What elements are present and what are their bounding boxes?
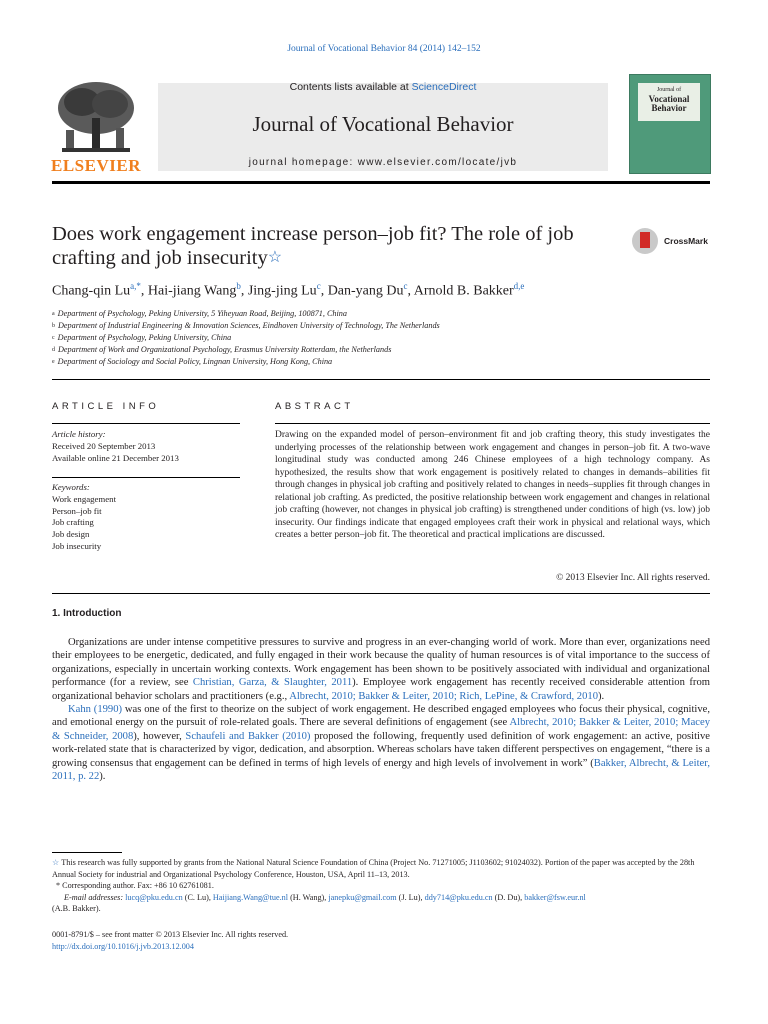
journal-cover-thumbnail bbox=[629, 74, 711, 174]
affiliation-label: d bbox=[52, 347, 55, 353]
affiliation-text: Department of Sociology and Social Policy, Lingnan University, Hong Kong, China bbox=[57, 357, 333, 366]
email-owner: (D. Du), bbox=[492, 892, 525, 902]
affiliation-label: e bbox=[52, 359, 55, 365]
email-owner: (C. Lu), bbox=[182, 892, 213, 902]
keywords-rule bbox=[52, 477, 240, 478]
author-affil-sup[interactable]: c bbox=[316, 281, 321, 291]
keyword: Job crafting bbox=[52, 517, 94, 528]
cover-title-panel bbox=[638, 83, 700, 121]
cover-line-2: Vocational bbox=[648, 94, 690, 104]
email-link[interactable]: lucq@pku.edu.cn bbox=[125, 892, 183, 902]
article-title-text: Does work engagement increase person–job fit? The role of job crafting and job insecurity bbox=[52, 223, 574, 269]
abstract-copyright: © 2013 Elsevier Inc. All rights reserved. bbox=[556, 573, 710, 583]
issn-line: 0001-8791/$ – see front matter © 2013 Elsevier Inc. All rights reserved. bbox=[52, 930, 289, 939]
homepage-url[interactable]: www.elsevier.com/locate/jvb bbox=[357, 157, 518, 168]
author-affil-sup[interactable]: c bbox=[403, 281, 408, 291]
affiliation-item bbox=[52, 320, 712, 332]
journal-title: Journal of Vocational Behavior bbox=[252, 112, 514, 136]
email-owner-last: (A.B. Bakker). bbox=[52, 904, 101, 914]
funding-text: This research was fully supported by grants from the National Natural Science Foundation of China (Project No. 71271005; J1103602; 91024032). Portion of the paper was accepted by the 28th Annual Society for industrial and Organizational Psychology Conference, Houston, USA, April 11–13, 2013. bbox=[52, 858, 695, 879]
contents-prefix: Contents lists available at bbox=[289, 81, 412, 93]
text-run: ). bbox=[99, 771, 106, 783]
author-affil-sup[interactable]: b bbox=[236, 281, 241, 291]
footnote-rule bbox=[52, 852, 122, 853]
citation-link[interactable]: Albrecht, 2010; Bakker & Leiter, 2010; Rich, LePine, & Crawford, 2010 bbox=[289, 690, 598, 702]
email-label: E-mail addresses: bbox=[64, 892, 126, 902]
abstract-rule bbox=[275, 423, 710, 424]
article-history bbox=[52, 429, 240, 464]
footnotes bbox=[52, 857, 710, 915]
affiliation-text: Department of Work and Organizational Psychology, Erasmus University Rotterdam, the Netherlands bbox=[58, 345, 392, 354]
keyword: Job insecurity bbox=[52, 540, 102, 551]
citation-link[interactable]: Bakker, Albrecht, & Leiter, 2011, p. 22 bbox=[52, 757, 710, 783]
email-link[interactable]: ddy714@pku.edu.cn bbox=[424, 892, 493, 902]
title-footnote-star[interactable]: ☆ bbox=[267, 249, 283, 266]
received-date: Received 20 September 2013 bbox=[52, 440, 156, 451]
abstract-heading: ABSTRACT bbox=[275, 401, 354, 412]
email-link[interactable]: Haijiang.Wang@tue.nl bbox=[212, 892, 289, 902]
author-separator: , bbox=[140, 283, 148, 299]
author-separator: , bbox=[240, 283, 248, 299]
journal-reference[interactable]: Journal of Vocational Behavior 84 (2014) 142–152 bbox=[287, 44, 481, 54]
affiliation-item bbox=[52, 356, 712, 368]
email-addresses bbox=[52, 892, 710, 904]
paragraph bbox=[52, 636, 710, 703]
email-link[interactable]: janepku@gmail.com bbox=[328, 892, 397, 902]
email-owner: (H. Wang), bbox=[288, 892, 329, 902]
history-label: Article history: bbox=[52, 429, 106, 439]
affiliation-list bbox=[52, 308, 712, 368]
header-divider bbox=[52, 181, 710, 184]
keywords-label: Keywords: bbox=[52, 482, 90, 492]
sciencedirect-link[interactable]: ScienceDirect bbox=[411, 81, 477, 93]
text-run: ). Employee work engagement has recently received considerable attention from organizational behavior scholars and practitioners (e.g., bbox=[52, 677, 710, 702]
author-name: Hai-jiang Wang bbox=[147, 283, 237, 299]
citation-link[interactable]: Schaufeli and Bakker (2010) bbox=[185, 730, 311, 742]
cover-line-1: Journal of bbox=[656, 87, 682, 93]
homepage-prefix: journal homepage: bbox=[248, 157, 358, 168]
citation-link[interactable]: Christian, Garza, & Slaughter, 2011 bbox=[192, 677, 353, 689]
footnote-star: ☆ bbox=[52, 858, 60, 867]
doi-link[interactable]: http://dx.doi.org/10.1016/j.jvb.2013.12.004 bbox=[52, 941, 194, 951]
crossmark-label: CrossMark bbox=[664, 236, 708, 246]
keyword: Person–job fit bbox=[52, 505, 102, 516]
article-info-heading: ARTICLE INFO bbox=[52, 401, 160, 412]
email-owner: (J. Lu), bbox=[396, 892, 425, 902]
text-run: ), however, bbox=[133, 730, 186, 742]
corresponding-author-note: * Corresponding author. Fax: +86 10 62761081. bbox=[56, 881, 214, 891]
keywords-block bbox=[52, 482, 240, 553]
text-run: was one of the first to theorize on the subject of work engagement. He described engaged employees who focus their physical, cognitive, and emotional energy on the pursuit of role-related goals. There are several definitions of engagement (see bbox=[52, 704, 710, 729]
paragraph bbox=[52, 703, 710, 783]
introduction-heading: 1. Introduction bbox=[52, 608, 122, 619]
author-name: Dan-yang Du bbox=[327, 283, 404, 299]
affiliation-label: b bbox=[52, 323, 55, 329]
corresponding-author-mark[interactable]: * bbox=[136, 281, 141, 291]
author-name: Arnold B. Bakker bbox=[413, 283, 514, 299]
affiliation-label: c bbox=[52, 335, 55, 341]
contents-availability bbox=[158, 81, 608, 93]
crossmark-badge[interactable] bbox=[632, 228, 712, 256]
funding-footnote bbox=[52, 857, 710, 880]
article-info-rule bbox=[52, 423, 240, 424]
author-separator: , bbox=[320, 283, 328, 299]
citation-link[interactable]: Albrecht, 2010; Bakker & Leiter, 2010; Macey & Schneider, 2008 bbox=[52, 717, 711, 742]
available-date: Available online 21 December 2013 bbox=[52, 452, 179, 463]
introduction-body bbox=[52, 636, 710, 783]
affiliation-item bbox=[52, 344, 712, 356]
affiliation-item bbox=[52, 308, 712, 320]
affiliation-label: a bbox=[52, 311, 55, 317]
affiliation-item bbox=[52, 332, 712, 344]
affiliation-text: Department of Psychology, Peking University, China bbox=[57, 333, 232, 342]
elsevier-wordmark: ELSEVIER bbox=[51, 156, 141, 175]
affiliation-text: Department of Industrial Engineering & Innovation Sciences, Eindhoven University of Technology, The Netherlands bbox=[58, 321, 440, 330]
keyword: Job design bbox=[52, 529, 90, 540]
email-link[interactable]: bakker@fsw.eur.nl bbox=[524, 892, 586, 902]
journal-homepage bbox=[158, 157, 608, 168]
keyword: Work engagement bbox=[52, 493, 117, 504]
text-run: Organizations are under intense competitive pressures to survive and progress in an ever-changing world of work. More than ever, organizations need their employees to be energetic, dedicated, and fully engaged in their work because the quality of human resources is of vital importance to the success of organizations, especially in uncertain working contexts. Work engagement has been shown to be positively associated with individual and organizational performance (for a review, see bbox=[52, 637, 710, 689]
crossmark-bookmark-icon bbox=[640, 232, 650, 248]
citation-link[interactable]: Kahn (1990) bbox=[68, 704, 123, 716]
affiliation-text: Department of Psychology, Peking University, 5 Yiheyuan Road, Beijing, 100871, China bbox=[57, 309, 347, 318]
abstract-text: Drawing on the expanded model of person–environment fit and job crafting theory, this study investigates the underlying processes of the relationship between work engagement and changes in person–job fit. A two-wave longitudinal study was conducted among 246 Chinese employees of a high technology company. As hypothesized, the results show that work engagement is positively related to changes in demands–abilities fit through changes in physical job crafting and positively related to changes in needs–supplies fit through changes in relational job crafting. As predicted, the positive relationship between work engagement and changes in relational job crafting (however, not changes in physical job crafting) is strengthened under conditions of high (vs. low) job insecurity. Our findings indicate that engaged employees craft their work in physical and relational ways, which creates a better person–job fit. The theoretical and practical implications are discussed. bbox=[275, 430, 710, 540]
author-separator: , bbox=[407, 283, 414, 299]
section-divider bbox=[52, 379, 710, 380]
text-run: proposed the following, frequently used definition of work engagement: an active, positive work-related state that is characterized by vigor, dedication, and absorption. Whereas scholars have taken different perspectives on engagement, “there is a growing consensus that engagement can be defined in terms of high levels of energy and high levels of involvement in work” ( bbox=[52, 730, 710, 769]
author-name: Chang-qin Lu bbox=[52, 283, 131, 299]
abstract-divider bbox=[52, 593, 710, 594]
author-list bbox=[52, 281, 712, 300]
author-affil-sup[interactable]: d,e bbox=[513, 281, 525, 291]
author-affil-sup[interactable]: a, bbox=[130, 281, 137, 291]
cover-line-3: Behavior bbox=[651, 103, 687, 113]
text-run: ). bbox=[598, 690, 605, 702]
author-name: Jing-jing Lu bbox=[247, 283, 317, 299]
publication-info bbox=[52, 929, 552, 952]
article-title bbox=[52, 222, 622, 270]
